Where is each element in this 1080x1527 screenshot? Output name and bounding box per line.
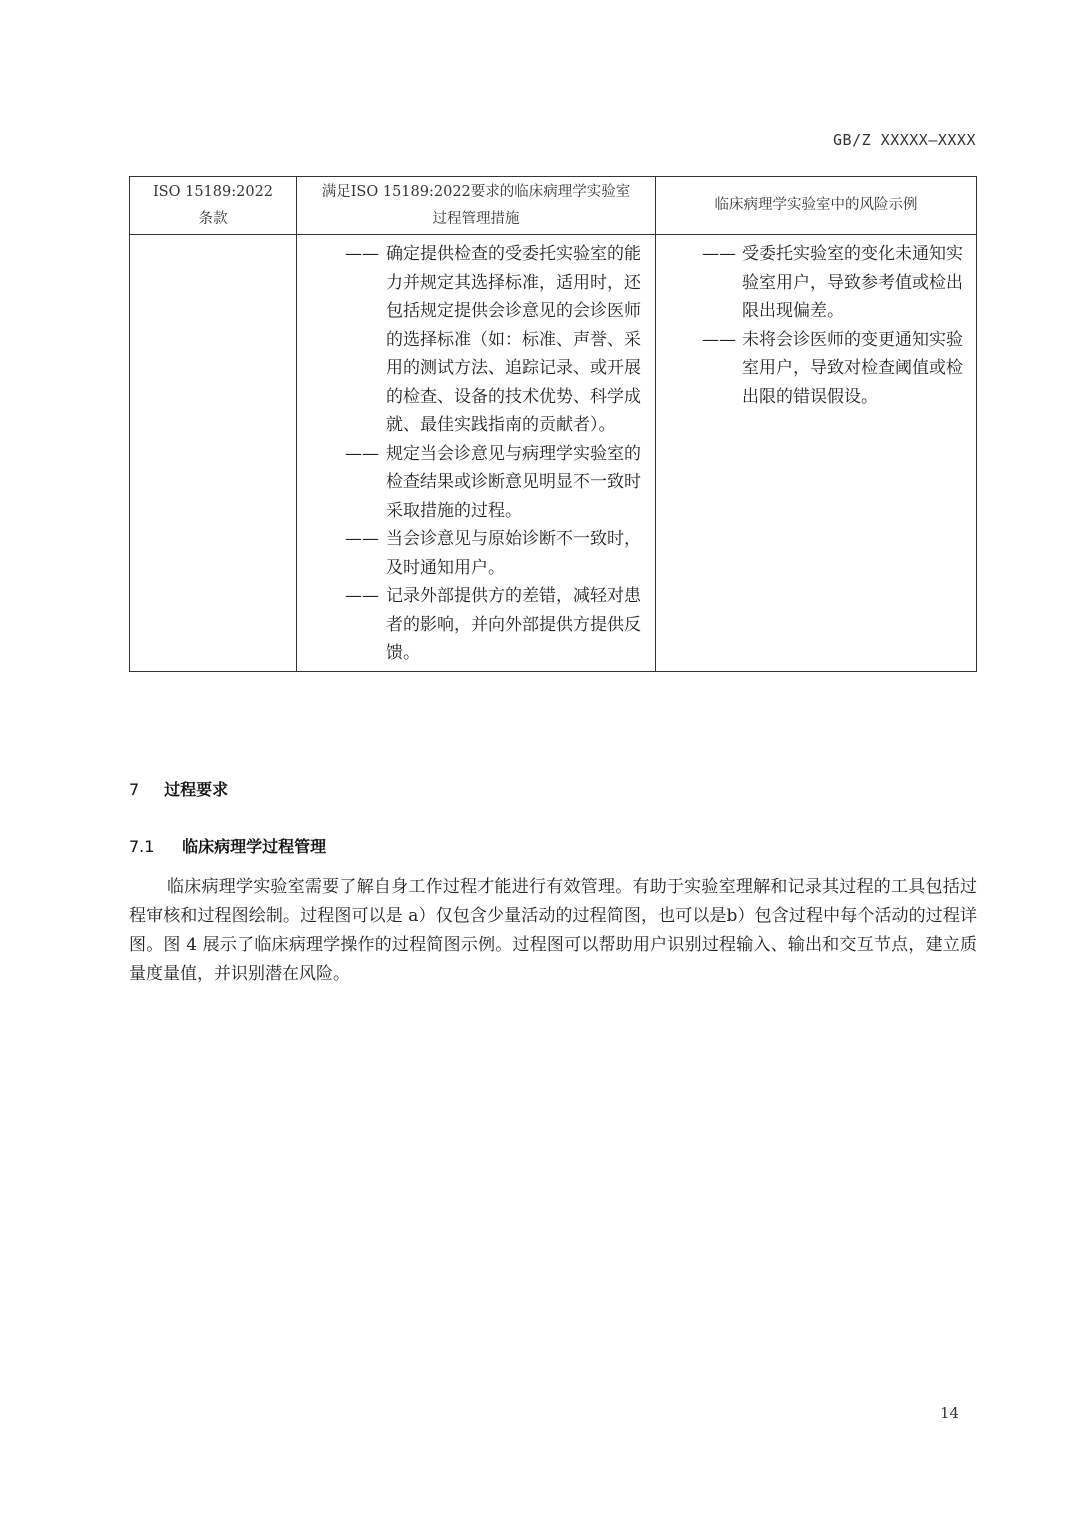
measures-cell	[297, 235, 656, 672]
measure-item: —— 确定提供检查的受委托实验室的能力并规定其选择标准，适用时，还包括规定提供会诊意见的会诊医师的选择标准（如：标准、声誉、采用的测试方法、追踪记录、或开展的检查、设备的技术优势、科学成就、最佳实践指南的贡献者）。	[345, 244, 641, 435]
section-heading-7: 7 过程要求	[129, 780, 229, 799]
table-header-row	[130, 177, 977, 235]
risks-cell	[656, 235, 977, 672]
section-heading-7-1: 7.1 临床病理学过程管理	[129, 837, 327, 856]
table-row	[130, 235, 977, 672]
risk-item: —— 未将会诊医师的变更通知实验室用户，导致对检查阈值或检出限的错误假设。	[702, 329, 963, 407]
page-number: 14	[940, 1404, 960, 1422]
header-risks: 临床病理学实验室中的风险示例	[656, 177, 977, 235]
clause-cell	[130, 235, 297, 672]
document-code: GB/Z XXXXX—XXXX	[833, 131, 976, 149]
header-clause: ISO 15189:2022 条款	[130, 177, 297, 235]
header-measures: 满足ISO 15189:2022要求的临床病理学实验室 过程管理措施	[297, 177, 656, 235]
measure-item: —— 当会诊意见与原始诊断不一致时，及时通知用户。	[345, 529, 641, 578]
measure-item: —— 记录外部提供方的差错，减轻对患者的影响，并向外部提供方提供反馈。	[345, 586, 641, 663]
risk-item: —— 受委托实验室的变化未通知实验室用户，导致参考值或检出限出现偏差。	[702, 244, 963, 321]
process-measures-table	[129, 176, 977, 672]
measure-item: —— 规定当会诊意见与病理学实验室的检查结果或诊断意见明显不一致时采取措施的过程。	[345, 443, 641, 521]
body-paragraph: 临床病理学实验室需要了解自身工作过程才能进行有效管理。有助于实验室理解和记录其过程的工具包括过程审核和过程图绘制。过程图可以是 a）仅包含少量活动的过程简图，也可以是b）包含过程中每个活动的过程详图。图 4 展示了临床病理学操作的过程简图示例。过程图可以帮助用户识别过程输入、输出和交互节点，建立质量度量值，并识别潜在风险。	[129, 877, 977, 984]
